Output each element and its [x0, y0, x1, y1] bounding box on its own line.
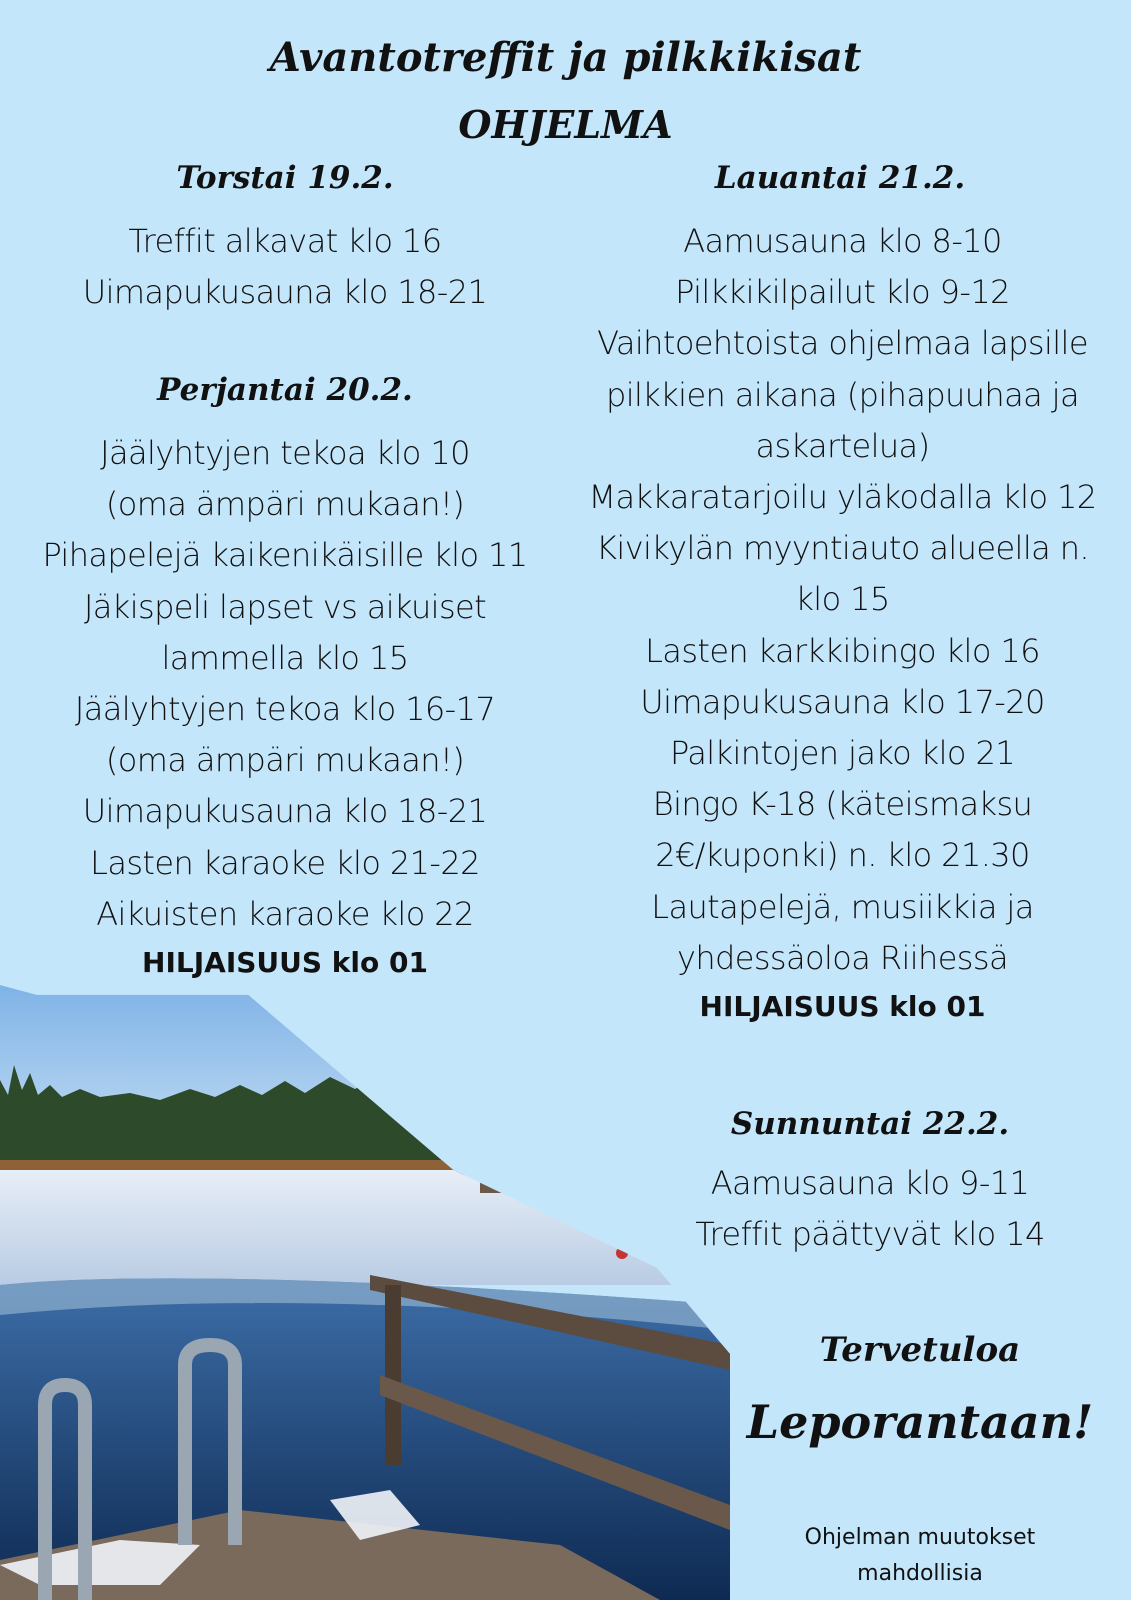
thursday-heading: Torstai 19.2. — [176, 160, 394, 196]
schedule-item: yhdessäoloa Riihessä — [677, 938, 1008, 977]
schedule-item: Aamusauna klo 9-11 — [710, 1164, 1030, 1202]
program-heading: OHJELMA — [458, 102, 673, 147]
schedule-item: Treffit päättyvät klo 14 — [695, 1215, 1045, 1254]
schedule-item: Uimapukusauna klo 17-20 — [640, 682, 1045, 721]
schedule-item: Lautapelejä, musiikkia ja — [651, 887, 1034, 926]
schedule-item: askartelua) — [755, 426, 930, 465]
friday-heading: Perjantai 20.2. — [157, 372, 413, 408]
schedule-item: Kivikylän myyntiauto alueella n. — [596, 529, 1089, 568]
changes-disclaimer — [770, 1520, 1070, 1592]
schedule-item: (oma ämpäri mukaan!) — [105, 485, 465, 524]
disclaimer-line: Ohjelman muutokset — [804, 1525, 1036, 1550]
schedule-item: klo 15 — [795, 580, 890, 619]
schedule-item: Jäkispeli lapset vs aikuiset — [83, 587, 487, 626]
welcome-greeting: Tervetuloa — [819, 1330, 1021, 1370]
schedule-item: Palkintojen jako klo 21 — [670, 734, 1015, 773]
schedule-item: Bingo K-18 (käteismaksu — [652, 785, 1033, 824]
schedule-item: Aikuisten karaoke klo 22 — [96, 894, 474, 933]
schedule-item: Uimapukusauna klo 18-21 — [82, 792, 488, 831]
schedule-item: Pilkkikilpailut klo 9-12 — [675, 273, 1010, 312]
quiet-hours-notice: HILJAISUUS klo 01 — [699, 990, 986, 1024]
schedule-item: Lasten karkkibingo klo 16 — [645, 631, 1040, 670]
poster-title: Avantotreffit ja pilkkikisat — [269, 34, 862, 81]
schedule-item: lammella klo 15 — [161, 638, 409, 677]
friday-schedule — [30, 428, 540, 986]
schedule-item: Jäälyhtyjen tekoa klo 10 — [100, 434, 470, 472]
schedule-item: Pihapelejä kaikenikäisille klo 11 — [42, 536, 528, 575]
schedule-item: pilkkien aikana (pihapuuhaa ja — [606, 375, 1079, 414]
schedule-item: Uimapukusauna klo 18-21 — [82, 273, 488, 312]
schedule-item: (oma ämpäri mukaan!) — [105, 741, 465, 780]
schedule-item: Lasten karaoke klo 21-22 — [90, 843, 480, 882]
schedule-item: 2€/kuponki) n. klo 21.30 — [655, 836, 1030, 875]
schedule-item: Aamusauna klo 8-10 — [683, 222, 1002, 260]
schedule-item: Vaihtoehtoista ohjelmaa lapsille — [597, 324, 1088, 363]
sunday-schedule — [640, 1158, 1100, 1260]
schedule-item: Jäälyhtyjen tekoa klo 16-17 — [74, 690, 496, 729]
frozen-lake-photo — [0, 985, 730, 1600]
disclaimer-line: mahdollisia — [857, 1561, 983, 1586]
sunday-heading: Sunnuntai 22.2. — [730, 1106, 1010, 1142]
thursday-schedule — [40, 216, 530, 318]
quiet-hours-notice: HILJAISUUS klo 01 — [142, 946, 428, 980]
schedule-item: Treffit alkavat klo 16 — [128, 222, 442, 260]
venue-name: Leporantaan! — [746, 1395, 1094, 1449]
schedule-item: Makkaratarjoilu yläkodalla klo 12 — [588, 478, 1097, 517]
saturday-heading: Lauantai 21.2. — [714, 160, 966, 196]
saturday-schedule — [580, 216, 1105, 1030]
